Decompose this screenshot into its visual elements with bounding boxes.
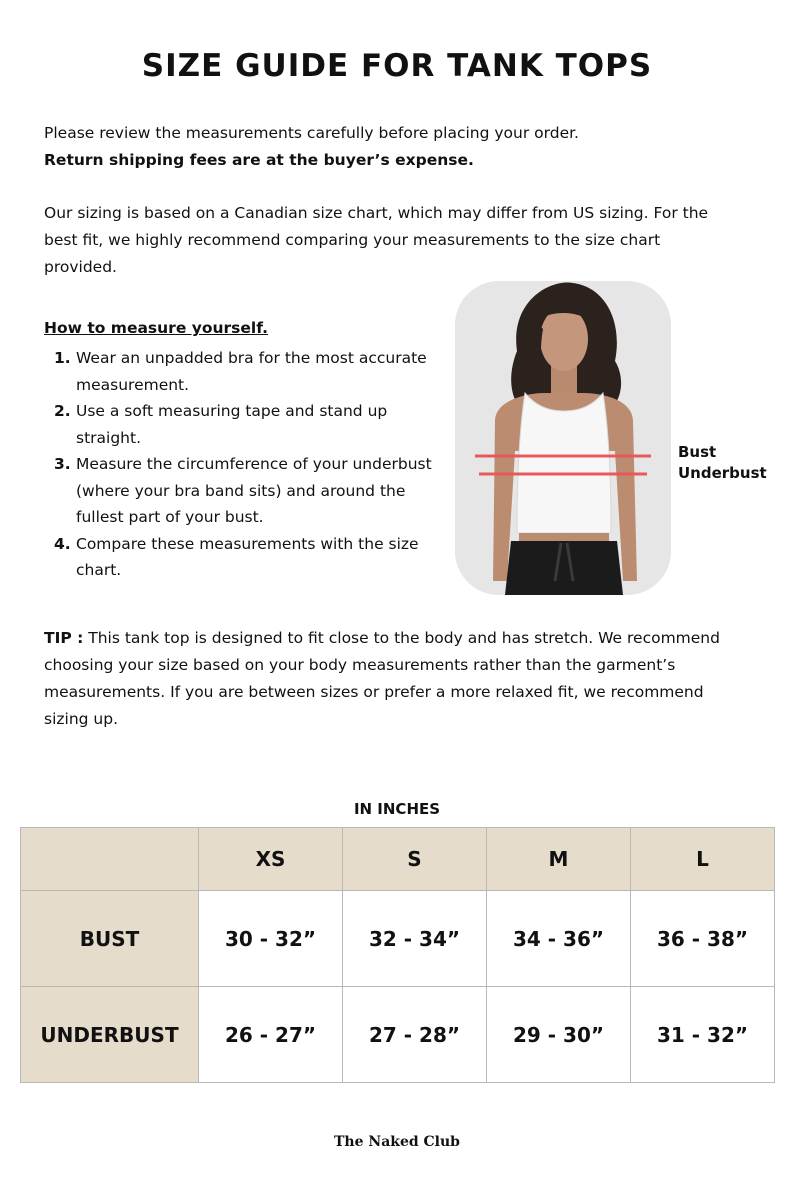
measurement-labels <box>678 442 767 484</box>
step-text: Use a soft measuring tape and stand up straight. <box>76 402 388 447</box>
step-number: 3. <box>54 455 71 473</box>
table-cell: 31 - 32” <box>631 987 775 1083</box>
row-label-underbust: UNDERBUST <box>21 987 199 1083</box>
step-text: Wear an unpadded bra for the most accurate measurement. <box>76 349 427 394</box>
bust-label: Bust <box>678 443 717 461</box>
model-illustration <box>455 281 671 595</box>
table-cell: 27 - 28” <box>343 987 487 1083</box>
header-size-l: L <box>631 828 775 891</box>
row-label-bust: BUST <box>21 891 199 987</box>
table-cell: 30 - 32” <box>199 891 343 987</box>
header-size-xs: XS <box>199 828 343 891</box>
sizing-note: Our sizing is based on a Canadian size chart, which may differ from US sizing. For the best fit, we highly recommend comparing your measurements to the size chart provided. <box>44 204 709 276</box>
step-text: Measure the circumference of your underbust (where your bra band sits) and around the fullest part of your bust. <box>76 455 432 526</box>
table-cell: 29 - 30” <box>487 987 631 1083</box>
header-corner <box>21 828 199 891</box>
how-to-measure-heading: How to measure yourself. <box>44 319 268 337</box>
model-photo <box>455 281 671 595</box>
table-cell: 36 - 38” <box>631 891 775 987</box>
header-size-s: S <box>343 828 487 891</box>
tip-paragraph <box>44 625 744 733</box>
table-cell: 34 - 36” <box>487 891 631 987</box>
step-text: Compare these measurements with the size chart. <box>76 534 419 579</box>
tip-text: This tank top is designed to fit close to the body and has stretch. We recommend choosing your size based on your body measurements rather than the garment’s measurements. If you are between sizes or prefer a more relaxed fit, we recommend sizing up. <box>44 629 720 728</box>
list-item <box>54 398 434 451</box>
table-cell: 26 - 27” <box>199 987 343 1083</box>
underbust-label: Underbust <box>678 464 767 482</box>
return-policy-note: Return shipping fees are at the buyer’s expense. <box>44 151 474 169</box>
table-row <box>21 987 775 1083</box>
tip-label: TIP : <box>44 629 84 647</box>
list-item <box>54 345 434 398</box>
intro-line: Please review the measurements carefully before placing your order. <box>44 124 579 142</box>
brand-logo: The Naked Club <box>334 1134 460 1150</box>
table-header-row <box>21 828 775 891</box>
page-title: SIZE GUIDE FOR TANK TOPS <box>141 48 653 84</box>
table-cell: 32 - 34” <box>343 891 487 987</box>
size-table <box>20 827 775 1083</box>
step-number: 4. <box>54 534 71 553</box>
table-caption: IN INCHES <box>353 800 441 818</box>
step-number: 1. <box>54 349 71 367</box>
list-item <box>54 531 434 584</box>
step-number: 2. <box>54 402 71 420</box>
list-item <box>54 451 434 531</box>
table-row <box>21 891 775 987</box>
measure-steps-list <box>54 345 434 584</box>
intro-paragraph <box>44 120 744 174</box>
header-size-m: M <box>487 828 631 891</box>
